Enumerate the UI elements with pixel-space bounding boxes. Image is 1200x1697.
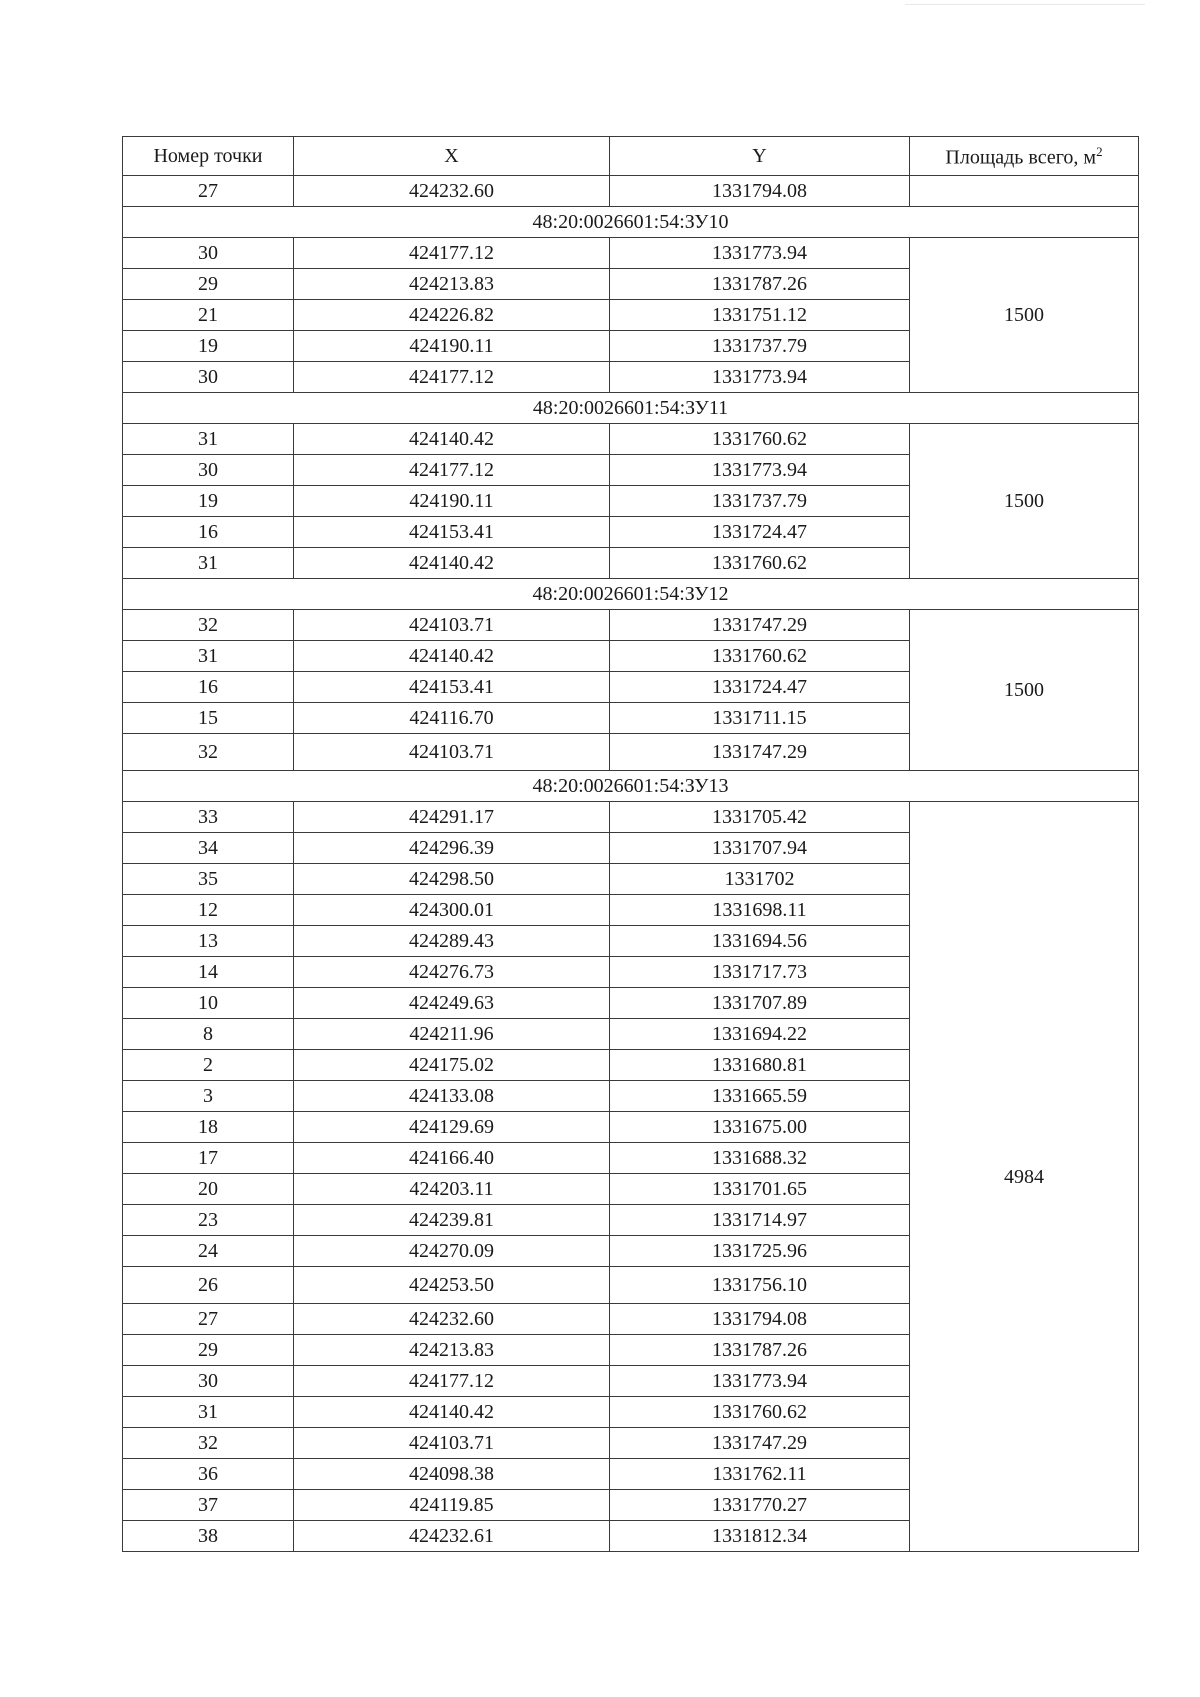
x-coordinate-cell: 424103.71 [294, 610, 610, 641]
y-coordinate-cell: 1331698.11 [610, 895, 910, 926]
y-coordinate-cell: 1331770.27 [610, 1490, 910, 1521]
point-number-cell: 32 [123, 734, 294, 771]
y-coordinate-cell: 1331665.59 [610, 1081, 910, 1112]
y-coordinate-cell: 1331737.79 [610, 331, 910, 362]
x-coordinate-cell: 424270.09 [294, 1236, 610, 1267]
x-coordinate-cell: 424190.11 [294, 486, 610, 517]
header-area-unit-power: 2 [1096, 143, 1103, 159]
point-number-cell: 34 [123, 833, 294, 864]
y-coordinate-cell: 1331707.94 [610, 833, 910, 864]
y-coordinate-cell: 1331760.62 [610, 641, 910, 672]
x-coordinate-cell: 424190.11 [294, 331, 610, 362]
x-coordinate-cell: 424249.63 [294, 988, 610, 1019]
x-coordinate-cell: 424296.39 [294, 833, 610, 864]
x-coordinate-cell: 424213.83 [294, 269, 610, 300]
point-number-cell: 3 [123, 1081, 294, 1112]
point-number-cell: 32 [123, 1428, 294, 1459]
y-coordinate-cell: 1331705.42 [610, 802, 910, 833]
page-edge-mark [905, 0, 1145, 5]
y-coordinate-cell: 1331688.32 [610, 1143, 910, 1174]
table-row [123, 424, 1139, 455]
header-point-number: Номер точки [123, 137, 294, 176]
point-number-cell: 12 [123, 895, 294, 926]
x-coordinate-cell: 424239.81 [294, 1205, 610, 1236]
y-coordinate-cell: 1331737.79 [610, 486, 910, 517]
cadastral-number: 48:20:0026601:54:ЗУ10 [123, 207, 1139, 238]
point-number-cell: 23 [123, 1205, 294, 1236]
x-coordinate-cell: 424232.60 [294, 176, 610, 207]
x-coordinate-cell: 424140.42 [294, 424, 610, 455]
y-coordinate-cell: 1331787.26 [610, 1335, 910, 1366]
point-number-cell: 17 [123, 1143, 294, 1174]
y-coordinate-cell: 1331747.29 [610, 734, 910, 771]
point-number-cell: 38 [123, 1521, 294, 1552]
y-coordinate-cell: 1331762.11 [610, 1459, 910, 1490]
y-coordinate-cell: 1331701.65 [610, 1174, 910, 1205]
point-number-cell: 21 [123, 300, 294, 331]
area-total-cell [910, 176, 1139, 207]
x-coordinate-cell: 424140.42 [294, 548, 610, 579]
point-number-cell: 37 [123, 1490, 294, 1521]
point-number-cell: 31 [123, 424, 294, 455]
x-coordinate-cell: 424175.02 [294, 1050, 610, 1081]
y-coordinate-cell: 1331773.94 [610, 455, 910, 486]
header-area-total [910, 137, 1139, 176]
x-coordinate-cell: 424166.40 [294, 1143, 610, 1174]
x-coordinate-cell: 424289.43 [294, 926, 610, 957]
point-number-cell: 27 [123, 176, 294, 207]
point-number-cell: 30 [123, 1366, 294, 1397]
y-coordinate-cell: 1331760.62 [610, 424, 910, 455]
point-number-cell: 29 [123, 1335, 294, 1366]
x-coordinate-cell: 424177.12 [294, 455, 610, 486]
table-row [123, 802, 1139, 833]
area-total-cell: 1500 [910, 238, 1139, 393]
point-number-cell: 29 [123, 269, 294, 300]
point-number-cell: 14 [123, 957, 294, 988]
point-number-cell: 20 [123, 1174, 294, 1205]
x-coordinate-cell: 424213.83 [294, 1335, 610, 1366]
y-coordinate-cell: 1331747.29 [610, 610, 910, 641]
header-area-label: Площадь всего, м [945, 146, 1097, 169]
x-coordinate-cell: 424226.82 [294, 300, 610, 331]
x-coordinate-cell: 424119.85 [294, 1490, 610, 1521]
table-row [123, 610, 1139, 641]
y-coordinate-cell: 1331675.00 [610, 1112, 910, 1143]
point-number-cell: 19 [123, 331, 294, 362]
y-coordinate-cell: 1331760.62 [610, 548, 910, 579]
x-coordinate-cell: 424153.41 [294, 672, 610, 703]
point-number-cell: 15 [123, 703, 294, 734]
point-number-cell: 31 [123, 641, 294, 672]
point-number-cell: 13 [123, 926, 294, 957]
point-number-cell: 24 [123, 1236, 294, 1267]
point-number-cell: 36 [123, 1459, 294, 1490]
x-coordinate-cell: 424291.17 [294, 802, 610, 833]
point-number-cell: 19 [123, 486, 294, 517]
y-coordinate-cell: 1331724.47 [610, 517, 910, 548]
point-number-cell: 33 [123, 802, 294, 833]
x-coordinate-cell: 424103.71 [294, 1428, 610, 1459]
x-coordinate-cell: 424140.42 [294, 641, 610, 672]
y-coordinate-cell: 1331724.47 [610, 672, 910, 703]
point-number-cell: 30 [123, 362, 294, 393]
y-coordinate-cell: 1331756.10 [610, 1267, 910, 1304]
point-number-cell: 2 [123, 1050, 294, 1081]
header-x: X [294, 137, 610, 176]
coordinates-table [122, 136, 1139, 1552]
table-row [123, 238, 1139, 269]
y-coordinate-cell: 1331711.15 [610, 703, 910, 734]
y-coordinate-cell: 1331787.26 [610, 269, 910, 300]
point-number-cell: 26 [123, 1267, 294, 1304]
x-coordinate-cell: 424140.42 [294, 1397, 610, 1428]
y-coordinate-cell: 1331725.96 [610, 1236, 910, 1267]
table-body [123, 176, 1139, 1552]
cadastral-section-row [123, 207, 1139, 238]
cadastral-number: 48:20:0026601:54:ЗУ11 [123, 393, 1139, 424]
point-number-cell: 27 [123, 1304, 294, 1335]
point-number-cell: 30 [123, 238, 294, 269]
y-coordinate-cell: 1331694.56 [610, 926, 910, 957]
y-coordinate-cell: 1331707.89 [610, 988, 910, 1019]
x-coordinate-cell: 424300.01 [294, 895, 610, 926]
x-coordinate-cell: 424211.96 [294, 1019, 610, 1050]
point-number-cell: 16 [123, 517, 294, 548]
point-number-cell: 18 [123, 1112, 294, 1143]
x-coordinate-cell: 424103.71 [294, 734, 610, 771]
point-number-cell: 30 [123, 455, 294, 486]
table-header-row [123, 137, 1139, 176]
cadastral-section-row [123, 393, 1139, 424]
cadastral-section-row [123, 771, 1139, 802]
y-coordinate-cell: 1331794.08 [610, 176, 910, 207]
x-coordinate-cell: 424098.38 [294, 1459, 610, 1490]
x-coordinate-cell: 424232.61 [294, 1521, 610, 1552]
x-coordinate-cell: 424153.41 [294, 517, 610, 548]
y-coordinate-cell: 1331773.94 [610, 362, 910, 393]
area-total-cell: 1500 [910, 610, 1139, 771]
x-coordinate-cell: 424133.08 [294, 1081, 610, 1112]
x-coordinate-cell: 424253.50 [294, 1267, 610, 1304]
area-total-cell: 1500 [910, 424, 1139, 579]
point-number-cell: 10 [123, 988, 294, 1019]
y-coordinate-cell: 1331773.94 [610, 1366, 910, 1397]
y-coordinate-cell: 1331812.34 [610, 1521, 910, 1552]
x-coordinate-cell: 424232.60 [294, 1304, 610, 1335]
x-coordinate-cell: 424116.70 [294, 703, 610, 734]
y-coordinate-cell: 1331680.81 [610, 1050, 910, 1081]
y-coordinate-cell: 1331794.08 [610, 1304, 910, 1335]
x-coordinate-cell: 424177.12 [294, 362, 610, 393]
point-number-cell: 16 [123, 672, 294, 703]
header-y: Y [610, 137, 910, 176]
x-coordinate-cell: 424298.50 [294, 864, 610, 895]
y-coordinate-cell: 1331714.97 [610, 1205, 910, 1236]
point-number-cell: 35 [123, 864, 294, 895]
x-coordinate-cell: 424276.73 [294, 957, 610, 988]
y-coordinate-cell: 1331751.12 [610, 300, 910, 331]
y-coordinate-cell: 1331694.22 [610, 1019, 910, 1050]
cadastral-number: 48:20:0026601:54:ЗУ13 [123, 771, 1139, 802]
point-number-cell: 32 [123, 610, 294, 641]
point-number-cell: 31 [123, 1397, 294, 1428]
y-coordinate-cell: 1331702 [610, 864, 910, 895]
y-coordinate-cell: 1331747.29 [610, 1428, 910, 1459]
cadastral-section-row [123, 579, 1139, 610]
x-coordinate-cell: 424177.12 [294, 1366, 610, 1397]
y-coordinate-cell: 1331773.94 [610, 238, 910, 269]
y-coordinate-cell: 1331717.73 [610, 957, 910, 988]
x-coordinate-cell: 424203.11 [294, 1174, 610, 1205]
y-coordinate-cell: 1331760.62 [610, 1397, 910, 1428]
point-number-cell: 8 [123, 1019, 294, 1050]
area-total-cell: 4984 [910, 802, 1139, 1552]
point-number-cell: 31 [123, 548, 294, 579]
cadastral-number: 48:20:0026601:54:ЗУ12 [123, 579, 1139, 610]
x-coordinate-cell: 424129.69 [294, 1112, 610, 1143]
table-row [123, 176, 1139, 207]
x-coordinate-cell: 424177.12 [294, 238, 610, 269]
